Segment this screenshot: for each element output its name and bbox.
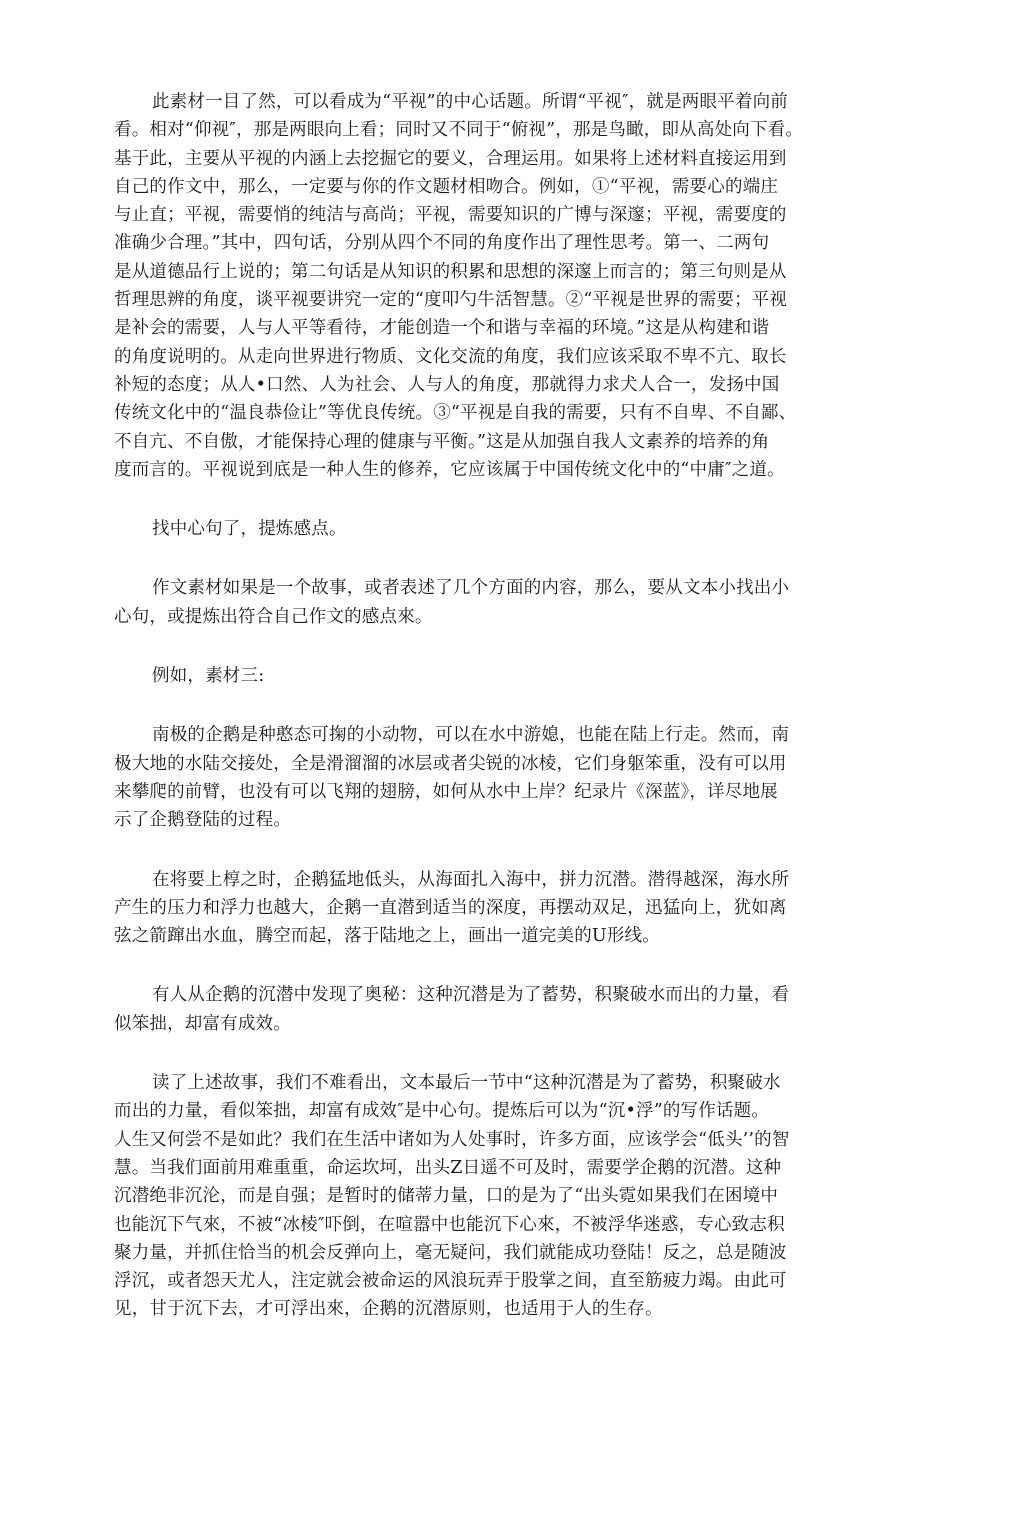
text-line: 见，甘于沉下去，才可浮出來，企鹅的沉潜原则，也适用于人的生存。 — [114, 1299, 663, 1320]
text-line: 补短的态度；从人•口然、人为社会、人与人的角度，那就得力求犬人合一，发扬中国 — [114, 374, 780, 395]
text-line: 找中心句了，提炼感点。 — [152, 519, 347, 540]
text-line: 看。相对“仰视″，那是两眼向上看；同时又不同于“俯视”，那是鸟瞰，即从高处向下看。 — [114, 120, 804, 141]
text-line: 是补会的需要，人与人平等看待，才能创造一个和谐与幸福的环境。”这是从构建和谐 — [114, 318, 770, 339]
text-line: 沉潜绝非沉沦，而是自强；是暂时的储蒂力量，口的是为了“出头霓如果我们在困境中 — [114, 1186, 779, 1207]
text-line: 此素材一目了然，可以看成为“平视”的中心话题。所谓“平视″，就是两眼平着向前 — [152, 92, 788, 112]
paragraph — [114, 515, 914, 543]
text-line: 准确少合理。”其中，四句话，分别从四个不同的角度作出了理性思考。第一、二两句 — [114, 233, 770, 254]
text-line: 与止直；平视，需要悄的纯洁与高尚；平视，需要知识的广博与深邃；平视，需要度的 — [114, 205, 787, 226]
text-line: 似笨拙，却富有成效。 — [114, 1013, 291, 1034]
text-line: 来攀爬的前臂，也没有可以飞翔的翅膀，如何从水中上岸？纪录片《深蓝》，详尽地展 — [114, 781, 778, 802]
text-line: 而出的力量，看似笨拙，却富有成效″是中心句。提炼后可以为“沉•浮”的写作话题。 — [114, 1101, 770, 1122]
text-line: 作文素材如果是一个故事，或者表述了几个方面的内容，那么，要从文本小找出小 — [152, 578, 790, 599]
paragraph — [114, 574, 914, 631]
paragraph — [114, 88, 914, 484]
text-line: 产生的压力和浮力也越大，企鹅一直潜到适当的深度，再摆动双足，迅猛向上，犹如离 — [114, 897, 787, 918]
text-line: 在将要上椁之时，企鹅猛地低头，从海面扎入海中，拼力沉潜。潜得越深，海水所 — [152, 869, 790, 890]
text-line: 有人从企鹅的沉潜中发现了奥秘：这种沉潜是为了蓄势，积聚破水而出的力量，看 — [152, 985, 790, 1006]
paragraph — [114, 981, 914, 1038]
text-line: 弦之箭蹿出水血，腾空而起，落于陆地之上，画出一道完美的U形线。 — [114, 926, 660, 947]
paragraph — [114, 866, 914, 951]
text-line: 是从道德品行上说的；第二句话是从知识的积累和思想的深邃上而言的；第三句则是从 — [114, 261, 787, 282]
text-line: 读了上述故事，我们不难看出，文本最后一节中“这种沉潜是为了蓄势，积聚破水 — [152, 1073, 781, 1094]
text-line: 度而言的。平视说到底是一种人生的修养，它应该属于中国传统文化中的“中庸″之道。 — [114, 459, 785, 480]
paragraph — [114, 1069, 914, 1324]
text-line: 基于此，主要从平视的内涵上去挖掘它的要义，合理运用。如果将上述材料直接运用到 — [114, 148, 787, 169]
text-line: 的角度说明的。从走向世界进行物质、文化交流的角度，我们应该采取不卑不亢、取长 — [114, 346, 787, 367]
text-line: 浮沉，或者怨天尤人，注定就会被命运的风浪玩弄于股掌之间，直至筋疲力竭。由此可 — [114, 1271, 787, 1292]
text-line: 极大地的水陆交接处，全是滑溜溜的冰层或者尖锐的冰棱，它们身躯笨重，没有可以用 — [114, 753, 787, 774]
text-line: 人生又何尝不是如此？我们在生活中诸如为人处事时，许多方面，应该学会“低头’’的智 — [114, 1129, 790, 1150]
text-line: 心句，或提炼出符合自己作文的感点來。 — [114, 606, 433, 627]
paragraph — [114, 721, 914, 834]
text-line: 不自亢、不自傲，才能保持心理的健康与平衡。”这是从加强自我人文素养的培养的角 — [114, 431, 770, 452]
document-page — [114, 88, 914, 1355]
text-line: 传统文化中的“温良恭俭让”等优良传统。③“平视是自我的需要，只有不自卑、不自鄙、 — [114, 403, 797, 424]
text-line: 自己的作文中，那么，一定要与你的作文题材相吻合。例如，①“平视，需要心的端庄 — [114, 176, 779, 197]
text-line: 示了企鹅登陆的过程。 — [114, 810, 291, 831]
text-line: 南极的企鹅是种憨态可掬的小动物，可以在水中游媳，也能在陆上行走。然而，南 — [152, 725, 790, 746]
text-line: 例如，素材三: — [152, 666, 265, 687]
text-line: 哲理思辨的角度，谈平视要讲究一定的“度叩勺牛活智慧。②“平视是世界的需要；平视 — [114, 290, 788, 311]
paragraph — [114, 662, 914, 690]
text-line: 慧。当我们面前用难重重，命运坎坷，出头Z日遥不可及时，需要学企鹅的沉潜。这种 — [114, 1157, 782, 1178]
text-line: 聚力量，并抓住恰当的机会反弹向上，毫无疑问，我们就能成功登陆！反之，总是随波 — [114, 1242, 787, 1263]
text-line: 也能沉下气來，不被“冰棱″吓倒，在喧嚣中也能沉下心來，不被浮华迷惑，专心致志积 — [114, 1214, 785, 1235]
